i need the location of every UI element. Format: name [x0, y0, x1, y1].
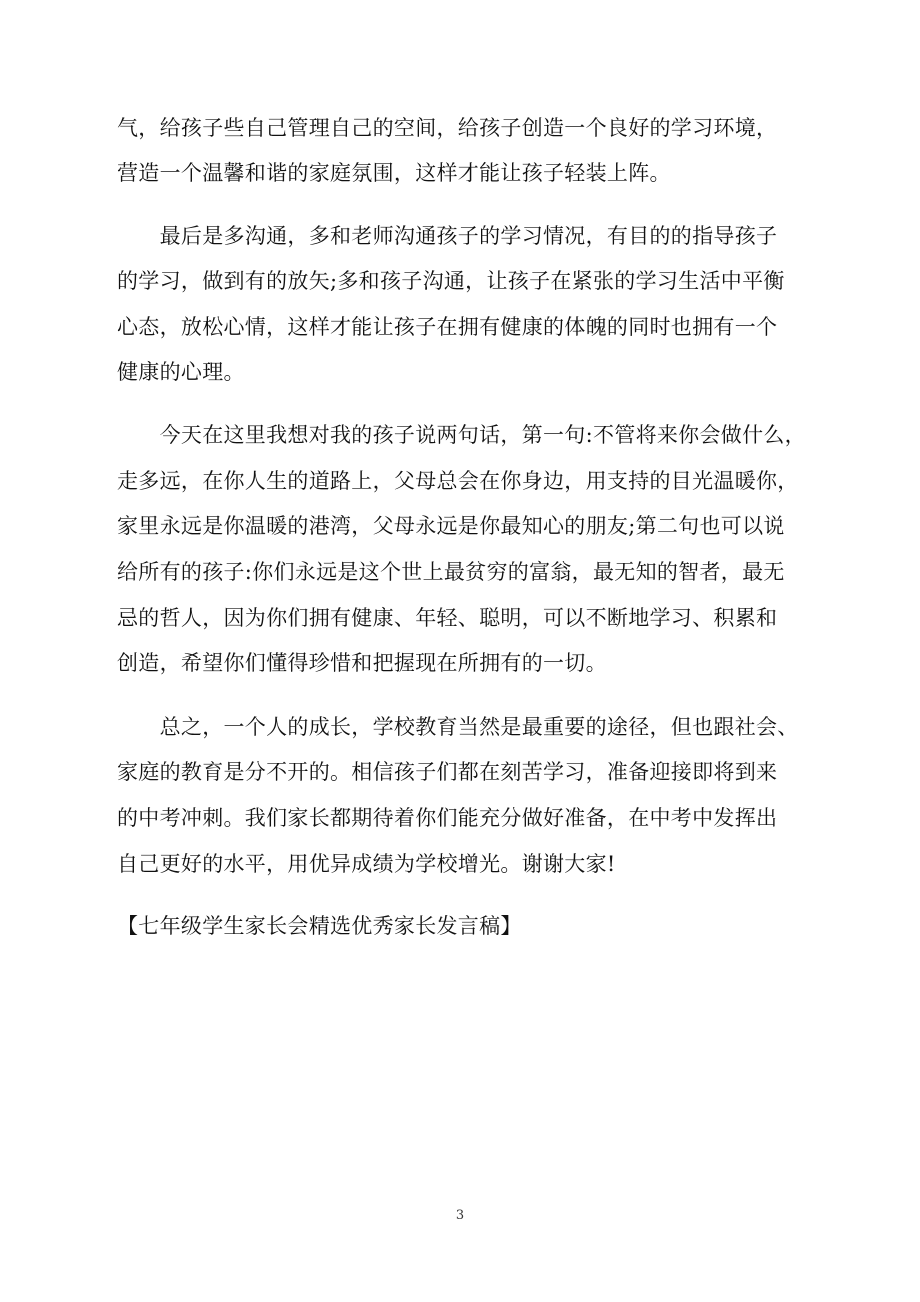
- text-line: 总之，一个人的成长，学校教育当然是最重要的途径，但也跟社会、: [117, 715, 799, 739]
- page-number: 3: [455, 1208, 465, 1223]
- text-line: 家里永远是你温暖的港湾，父母永远是你最知心的朋友;第二句也可以说: [117, 514, 785, 538]
- text-line: 心态，放松心情，这样才能让孩子在拥有健康的体魄的同时也拥有一个: [117, 315, 778, 339]
- text-line: 自己更好的水平，用优异成绩为学校增光。谢谢大家!: [117, 852, 616, 876]
- document-title-line: 【七年级学生家长会精选优秀家长发言稿】: [117, 914, 522, 938]
- text-line: 给所有的孩子:你们永远是这个世上最贫穷的富翁，最无知的智者，最无: [117, 560, 785, 584]
- text-line: 最后是多沟通，多和老师沟通孩子的学习情况，有目的的指导孩子: [117, 224, 778, 248]
- text-line: 创造，希望你们懂得珍惜和把握现在所拥有的一切。: [117, 651, 607, 675]
- text-line: 健康的心理。: [117, 360, 245, 384]
- text-line: 气，给孩子些自己管理自己的空间，给孩子创造一个良好的学习环境，: [117, 116, 778, 140]
- text-line: 走多远，在你人生的道路上，父母总会在你身边，用支持的目光温暖你，: [117, 469, 799, 493]
- text-line: 忌的哲人，因为你们拥有健康、年轻、聪明，可以不断地学习、积累和: [117, 606, 778, 630]
- text-line: 今天在这里我想对我的孩子说两句话，第一句:不管将来你会做什么，: [117, 423, 806, 447]
- text-line: 营造一个温馨和谐的家庭氛围，这样才能让孩子轻装上阵。: [117, 161, 671, 185]
- text-line: 家庭的教育是分不开的。相信孩子们都在刻苦学习，准备迎接即将到来: [117, 760, 778, 784]
- text-line: 的学习，做到有的放矢;多和孩子沟通，让孩子在紧张的学习生活中平衡: [117, 269, 785, 293]
- text-line: 的中考冲刺。我们家长都期待着你们能充分做好准备，在中考中发挥出: [117, 806, 778, 830]
